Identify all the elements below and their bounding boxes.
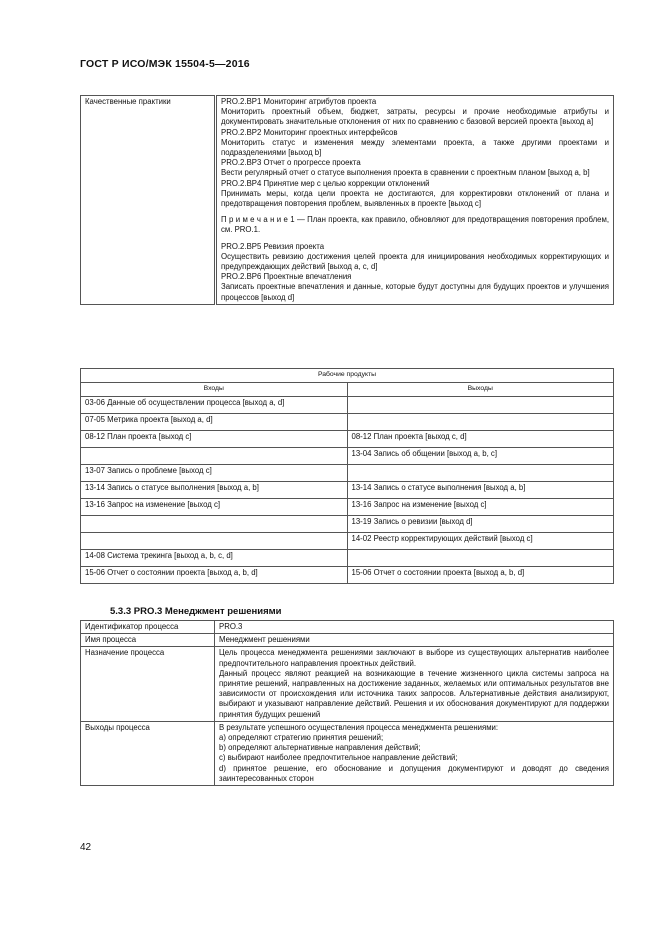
input-cell: 13-14 Запись о статусе выполнения [выход a, b] [81,482,348,499]
practice-line: PRO.2.BP1 Мониторинг атрибутов проекта [221,97,377,106]
input-cell: 08-12 План проекта [выход c] [81,431,348,448]
practices-table [80,95,614,305]
purpose-paragraph: Цель процесса менеджмента решениями заключают в выборе из существующих альтернатив наиболее предпочтительного направления проектных действий. [219,648,609,668]
output-cell [347,397,614,414]
output-cell: 14-02 Реестр корректирующих действий [выход c] [347,533,614,550]
output-cell: 15-06 Отчет о состоянии проекта [выход a, b, d] [347,567,614,584]
practice-line: PRO.2.BP4 Принятие мер с целью коррекции отклонений [221,178,430,188]
input-cell [81,448,348,465]
input-cell: 13-16 Запрос на изменение [выход c] [81,499,348,516]
input-cell: 07-05 Метрика проекта [выход a, d] [81,414,348,431]
output-cell: 13-14 Запись о статусе выполнения [выход a, b] [347,482,614,499]
output-cell: 13-19 Запись о ревизии [выход d] [347,516,614,533]
note-text: — План проекта, как правило, обновляют для предотвращения повторения проблем, см. PRO.1. [221,215,610,235]
process-id-value: PRO.3 [215,621,614,634]
output-cell [347,550,614,567]
note-prefix: П р и м е ч а н и е 1 [221,215,295,225]
process-id-label: Идентификатор процесса [81,621,215,634]
input-cell: 15-06 Отчет о состоянии проекта [выход a, b, d] [81,567,348,584]
work-products-table [80,368,614,584]
practice-line: Вести регулярный отчет о статусе выполнения проекта в сравнении с проектным планом [выход a, b] [221,168,590,178]
page-number: 42 [80,842,92,853]
section-title: 5.3.3 PRO.3 Менеджмент решениями [110,606,282,617]
practice-line: PRO.2.BP6 Проектные впечатления [221,272,352,282]
output-item: c) выбирают наиболее предпочтительное направление действий; [219,753,458,763]
practice-line: PRO.2.BP2 Мониторинг проектных интерфейсов [221,127,398,137]
output-cell: 08-12 План проекта [выход c, d] [347,431,614,448]
output-item: a) определяют стратегию принятия решений; [219,733,384,743]
process-name-label: Имя процесса [81,634,215,647]
process-name-value: Менеджмент решениями [215,634,614,647]
purpose-paragraph: Данный процесс являют реакцией на возникающие в течение жизненного цикла системы запроса на принятие решений, направленных на достижение заданных, желаемых или оптимальных результатов вне зависимости от происхождения или источника таких запросов. Альтернативные действия анализируют, выбирают и указывают направление действий. Решения и их обоснования документируют для поддержки принятия будущих решений [219,668,609,719]
practice-line: PRO.2.BP3 Отчет о прогрессе проекта [221,158,361,168]
input-cell: 13-07 Запись о проблеме [выход c] [81,465,348,482]
output-cell [347,465,614,482]
input-cell: 14-08 Система трекинга [выход a, b, c, d] [81,550,348,567]
input-cell: 03-06 Данные об осуществлении процесса [выход a, d] [81,397,348,414]
practices-label: Качественные практики [81,96,216,305]
practice-note [221,215,609,235]
practice-line: Записать проектные впечатления и данные, которые будут доступны для будущих проектов и улучшения процессов [выход d] [221,282,609,302]
document-header: ГОСТ Р ИСО/МЭК 15504-5—2016 [80,58,250,70]
practices-content [216,96,614,305]
input-cell [81,516,348,533]
process-outputs-value [215,721,614,785]
output-cell: 13-04 Запись об общении [выход a, b, c] [347,448,614,465]
process-purpose-label: Назначение процесса [81,647,215,721]
practice-line: PRO.2.BP5 Ревизия проекта [221,241,325,251]
input-cell [81,533,348,550]
process-outputs-label: Выходы процесса [81,721,215,785]
practice-line: Мониторить статус и изменения между элементами проекта, а также другими проектами и подразделениями [выход b] [221,137,609,158]
output-cell: 13-16 Запрос на изменение [выход c] [347,499,614,516]
output-cell [347,414,614,431]
process-table [80,620,614,786]
outputs-intro: В результате успешного осуществления процесса менеджмента решениями: [219,722,499,732]
output-item: b) определяют альтернативные направления действий; [219,743,421,753]
practice-line: Принимать меры, когда цели проекта не достигаются, для корректировки отклонений от плана и предотвращения повторения проблем, выявленных в проекте [выход c] [221,188,609,209]
process-purpose-value [215,647,614,721]
output-item: d) принятое решение, его обоснование и допущения документируют и доводят до сведения заинтересованных сторон [219,763,609,783]
practice-line: Осуществить ревизию достижения целей проекта для инициирования необходимых корректирующих и предупреждающих действий [выход a, c, d] [221,251,609,272]
outputs-header: Выходы [347,383,614,397]
practice-line: Мониторить проектный объем, бюджет, затраты, ресурсы и прочие необходимые атрибуты и документировать значительные отклонения от них по сравнению с базовой версией проекта [выход a] [221,107,609,127]
work-products-caption: Рабочие продукты [81,369,614,383]
inputs-header: Входы [81,383,348,397]
